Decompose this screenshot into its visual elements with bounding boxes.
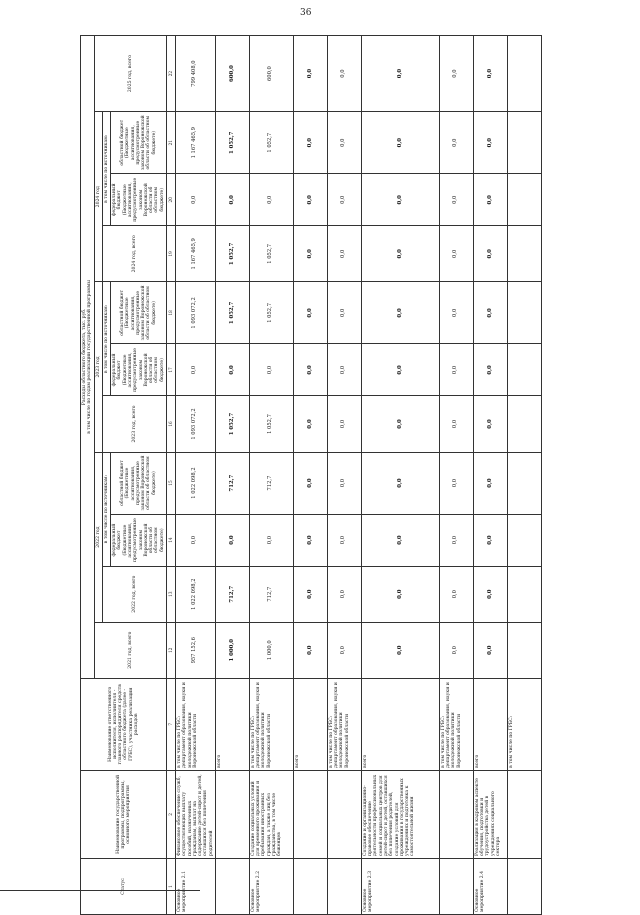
value-cell: 0,0 [361, 396, 439, 452]
head-funding-title [81, 36, 95, 679]
value-cell: 0,0 [361, 36, 439, 112]
row-program-name: Создание и организационно-правовое обеспечение деятельности профессиональных семей и социальных центров для детей-сирот и детей, оставшихся без попечения родителей, создание условий для проживания в государственных учреждениях и подготовка к самостоятельной жизни [361, 770, 439, 858]
value-cell: 0,0 [473, 112, 507, 174]
value-cell: 1 093 072,2 [175, 282, 215, 344]
value-cell [507, 622, 541, 678]
value-cell: 0,0 [473, 282, 507, 344]
column-number: 12 [166, 622, 175, 678]
value-cell: 0,0 [293, 174, 327, 226]
head-2021-total: 2021 год, всего [94, 622, 166, 678]
column-number: 21 [166, 112, 175, 174]
row-sublabel: всего [294, 754, 300, 768]
value-cell: 0,0 [249, 344, 293, 396]
rotated-table-sheet [80, 35, 600, 915]
row-sublabel: в том числе по ГРБС: [176, 715, 182, 768]
value-cell: 0,0 [473, 174, 507, 226]
row-executor [175, 678, 215, 770]
row-status [215, 858, 249, 914]
head-2023-federal: федеральный бюджет (Бюджетные ассигнования, предусмотренные законом Воронежской области об областном бюджете) [111, 344, 167, 396]
value-cell: 712,7 [249, 452, 293, 514]
value-cell: 1 000,0 [249, 622, 293, 678]
row-program-name [507, 770, 541, 858]
value-cell: 0,0 [327, 566, 361, 622]
table-row [507, 36, 541, 915]
head-2023-total: 2023 год, всего [102, 396, 166, 452]
value-cell: 1 022 098,2 [175, 566, 215, 622]
value-cell: 0,0 [361, 514, 439, 566]
row-sublabel: в том числе по ГРБС: [440, 715, 446, 768]
value-cell: 0,0 [361, 622, 439, 678]
value-cell: 0,0 [473, 226, 507, 282]
value-cell: 1 167 465,9 [175, 112, 215, 174]
value-cell: 0,0 [293, 622, 327, 678]
value-cell: 0,0 [327, 396, 361, 452]
table-row [361, 36, 439, 915]
row-sublabel: всего [216, 754, 222, 768]
head-2022-sources: в том числе по источникам: [102, 452, 110, 566]
value-cell: 0,0 [439, 396, 473, 452]
value-cell: 0,0 [249, 514, 293, 566]
value-cell: 0,0 [175, 174, 215, 226]
value-cell: 0,0 [439, 174, 473, 226]
value-cell: 0,0 [473, 344, 507, 396]
row-program-name: Создание социальных условий для временного проживания и пребывания иностранных граждан, а также лиц без гражданства, в том числе беженцев [249, 770, 293, 858]
row-status: Основное мероприятие 2.3 [361, 858, 439, 914]
value-cell [507, 344, 541, 396]
head-2022-group: 2022 год [94, 452, 102, 622]
column-number: 2 [166, 770, 175, 858]
value-cell: 1 052,7 [249, 396, 293, 452]
value-cell: 0,0 [361, 452, 439, 514]
head-2024-group: 2024 год [94, 112, 102, 282]
value-cell: 0,0 [215, 174, 249, 226]
row-executor [439, 678, 473, 770]
value-cell: 0,0 [439, 622, 473, 678]
value-cell: 712,7 [249, 566, 293, 622]
row-sublabel: в том числе по ГРБС: [328, 715, 334, 768]
budget-table [80, 35, 542, 915]
head-2023-group: 2023 год [94, 282, 102, 452]
value-cell: 712,7 [215, 566, 249, 622]
value-cell: 0,0 [249, 174, 293, 226]
head-2025-total: 2025 год, всего [94, 36, 166, 112]
row-sublabel: всего [362, 754, 368, 768]
value-cell: 0,0 [293, 112, 327, 174]
value-cell: 600,0 [249, 36, 293, 112]
head-2022-regional: областной бюджет (Бюджетные ассигнования, предусмотренные законом Воронежской области об областном бюджете) [111, 452, 167, 514]
funding-subtitle: в том числе по годам реализации государственной программы [87, 279, 93, 434]
page-number: 36 [300, 8, 312, 18]
value-cell: 0,0 [327, 514, 361, 566]
head-2024-federal: федеральный бюджет (Бюджетные ассигнования, предусмотренные законом Воронежской области об областном бюджете) [111, 174, 167, 226]
value-cell: 0,0 [473, 452, 507, 514]
value-cell: 1 052,7 [215, 112, 249, 174]
value-cell: 1 000,0 [215, 622, 249, 678]
value-cell: 0,0 [327, 36, 361, 112]
table-row [215, 36, 249, 915]
value-cell: 0,0 [175, 344, 215, 396]
value-cell: 0,0 [293, 396, 327, 452]
row-sublabel: в том числе по ГРБС: [250, 715, 256, 768]
footnote-rule [0, 890, 200, 891]
column-number: 15 [166, 452, 175, 514]
value-cell [507, 396, 541, 452]
column-number: 14 [166, 514, 175, 566]
value-cell: 0,0 [361, 566, 439, 622]
value-cell [507, 174, 541, 226]
row-program-name [327, 770, 361, 858]
value-cell [507, 566, 541, 622]
row-executor-name: департамент образования, науки и молодежной политики Воронежской области [182, 682, 198, 768]
head-2023-regional: областной бюджет (Бюджетные ассигнования, предусмотренные законом Воронежской области об областном бюджете) [111, 282, 167, 344]
row-status [439, 858, 473, 914]
row-executor [473, 678, 507, 770]
value-cell: 0,0 [473, 36, 507, 112]
value-cell: 0,0 [327, 282, 361, 344]
value-cell: 0,0 [439, 112, 473, 174]
value-cell: 1 093 072,2 [175, 396, 215, 452]
value-cell: 0,0 [361, 226, 439, 282]
value-cell: 0,0 [327, 452, 361, 514]
table-row [327, 36, 361, 915]
row-program-name: Реализация в кадровом аспекте обучения, подготовки и трудоустройства детей в учреждениях социального сектора [473, 770, 507, 858]
value-cell: 0,0 [361, 174, 439, 226]
column-number: 20 [166, 174, 175, 226]
row-executor-name: департамент образования, науки и молодежной политики Воронежской области [334, 682, 350, 768]
value-cell: 1 052,7 [215, 226, 249, 282]
column-number: 18 [166, 282, 175, 344]
value-cell: 1 052,7 [249, 226, 293, 282]
value-cell: 799 408,0 [175, 36, 215, 112]
row-executor [249, 678, 293, 770]
value-cell: 0,0 [293, 282, 327, 344]
value-cell: 1 052,7 [215, 282, 249, 344]
row-executor [215, 678, 249, 770]
head-2022-federal: федеральный бюджет (Бюджетные ассигнования, предусмотренные законом Воронежской области об областном бюджете) [111, 514, 167, 566]
value-cell: 0,0 [327, 344, 361, 396]
row-status: Основное мероприятие 2.4 [473, 858, 507, 914]
value-cell: 0,0 [439, 514, 473, 566]
head-2023-sources: в том числе по источникам: [102, 282, 110, 396]
value-cell: 0,0 [327, 174, 361, 226]
value-cell: 1 167 465,9 [175, 226, 215, 282]
table-body [175, 36, 541, 915]
value-cell: 0,0 [473, 396, 507, 452]
value-cell: 0,0 [361, 112, 439, 174]
value-cell [507, 282, 541, 344]
value-cell: 0,0 [439, 344, 473, 396]
value-cell: 1 052,7 [215, 396, 249, 452]
value-cell: 0,0 [293, 344, 327, 396]
head-2024-sources: в том числе по источникам: [102, 112, 110, 226]
table-row [293, 36, 327, 915]
value-cell: 0,0 [327, 622, 361, 678]
value-cell: 0,0 [327, 112, 361, 174]
row-executor-name: департамент образования, науки и молодежной политики Воронежской области [446, 682, 462, 768]
value-cell: 1 052,7 [249, 112, 293, 174]
value-cell [507, 226, 541, 282]
value-cell: 0,0 [215, 344, 249, 396]
value-cell: 600,0 [215, 36, 249, 112]
value-cell [507, 452, 541, 514]
column-number: 13 [166, 566, 175, 622]
row-status [507, 858, 541, 914]
column-number: 16 [166, 396, 175, 452]
row-sublabel: в том числе по ГРБС: [508, 715, 514, 768]
head-executor: Наименование ответственного исполнителя, исполнителя - главного распорядителя средств областного бюджета (далее - ГРБС), участника реализации расходов [81, 678, 167, 770]
column-number: 1 [166, 858, 175, 914]
value-cell: 0,0 [439, 282, 473, 344]
value-cell: 1 022 098,2 [175, 452, 215, 514]
table-row [249, 36, 293, 915]
row-status: Основное мероприятие 2.1 [175, 858, 215, 914]
column-number-row [166, 36, 175, 915]
table-row [439, 36, 473, 915]
value-cell [507, 36, 541, 112]
value-cell: 1 052,7 [249, 282, 293, 344]
value-cell: 712,7 [215, 452, 249, 514]
value-cell: 0,0 [473, 622, 507, 678]
row-program-name [215, 770, 249, 858]
value-cell: 0,0 [293, 226, 327, 282]
value-cell: 0,0 [293, 514, 327, 566]
column-number: 19 [166, 226, 175, 282]
head-2024-total: 2024 год, всего [102, 226, 166, 282]
value-cell [507, 514, 541, 566]
row-executor-name: департамент образования, науки и молодежной политики Воронежской области [256, 682, 272, 768]
value-cell [507, 112, 541, 174]
row-executor [293, 678, 327, 770]
head-program-name: Наименование государственной программы, подпрограммы, основного мероприятия [81, 770, 167, 858]
value-cell: 0,0 [361, 282, 439, 344]
table-row [175, 36, 215, 915]
table-row [473, 36, 507, 915]
value-cell: 0,0 [293, 452, 327, 514]
value-cell: 0,0 [215, 514, 249, 566]
value-cell: 0,0 [473, 514, 507, 566]
column-number: 7 [166, 678, 175, 770]
column-number: 22 [166, 36, 175, 112]
value-cell: 0,0 [293, 36, 327, 112]
head-2022-total: 2022 год, всего [102, 566, 166, 622]
value-cell: 0,0 [439, 452, 473, 514]
row-program-name [293, 770, 327, 858]
value-cell: 0,0 [361, 344, 439, 396]
funding-title: Расходы областного бюджета, тыс. руб. [82, 308, 87, 406]
value-cell: 0,0 [175, 514, 215, 566]
head-2024-regional: областной бюджет (Бюджетные ассигнования, предусмотренные законом Воронежской области об областном бюджете) [111, 112, 167, 174]
row-program-name: Финансовое обеспечение служб, осуществляющих выплату пособий, назначенных гражданам, выплат на содержание детей-сирот и детей, оставшихся без попечения родителей [175, 770, 215, 858]
column-number: 17 [166, 344, 175, 396]
value-cell: 0,0 [293, 566, 327, 622]
value-cell: 0,0 [439, 566, 473, 622]
value-cell: 0,0 [439, 36, 473, 112]
value-cell: 0,0 [473, 566, 507, 622]
row-sublabel: всего [474, 754, 480, 768]
head-status: Статус [81, 858, 167, 914]
row-executor [327, 678, 361, 770]
row-status: Основное мероприятие 2.2 [249, 858, 293, 914]
row-status [293, 858, 327, 914]
value-cell: 0,0 [327, 226, 361, 282]
value-cell: 0,0 [439, 226, 473, 282]
row-executor [361, 678, 439, 770]
value-cell: 957 152,6 [175, 622, 215, 678]
row-program-name [439, 770, 473, 858]
row-status [327, 858, 361, 914]
row-executor [507, 678, 541, 770]
